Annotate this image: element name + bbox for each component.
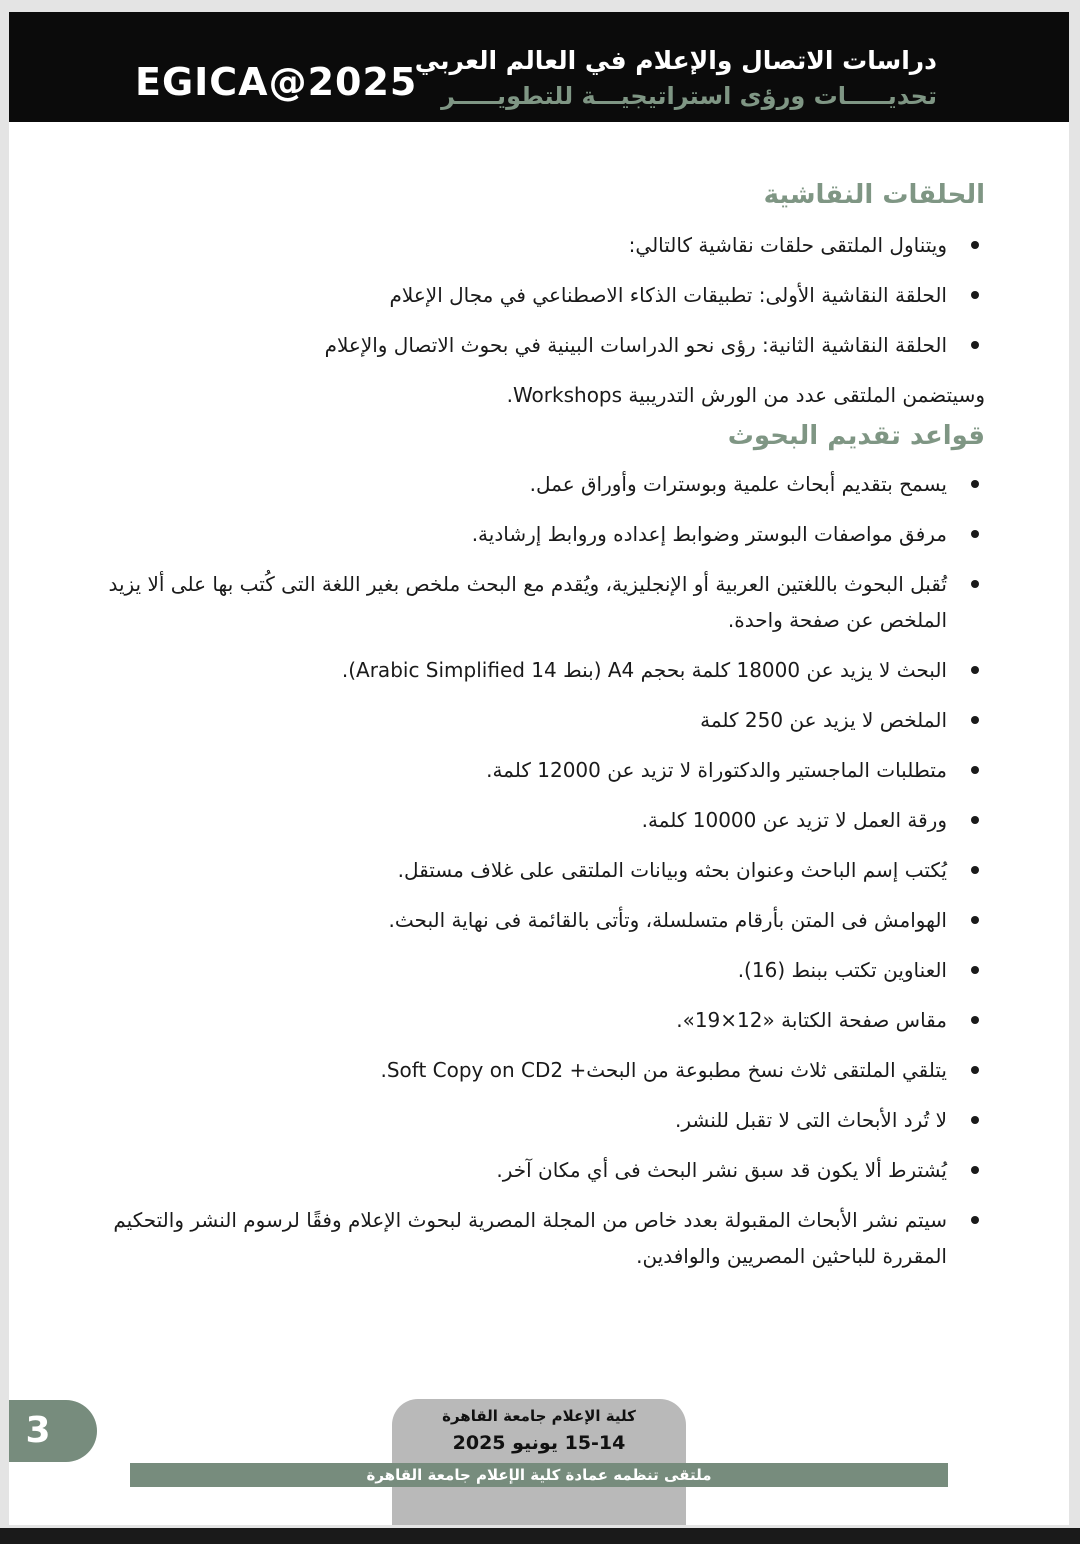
footer-bar: [130, 1463, 948, 1487]
panels-list: [95, 227, 985, 363]
bottom-edge: [0, 1528, 1080, 1544]
bullet-icon: [971, 916, 979, 924]
list-item-text: الهوامش فى المتن بأرقام متسلسلة، وتأتى بالقائمة فى نهاية البحث.: [388, 908, 947, 933]
list-item: [95, 1002, 985, 1038]
page-number: 3: [25, 1410, 51, 1451]
main-content: [95, 180, 985, 1288]
list-item-text: الحلقة النقاشية الثانية: رؤى نحو الدراسات البينية في بحوث الاتصال والإعلام: [324, 333, 947, 358]
list-item: [95, 852, 985, 888]
list-item: [95, 1102, 985, 1138]
list-item-text: سيتم نشر الأبحاث المقبولة بعدد خاص من المجلة المصرية لبحوث الإعلام وفقًا لرسوم النشر والتحكيم المقررة للباحثين المصريين والوافدين.: [113, 1208, 947, 1269]
bullet-icon: [971, 1216, 979, 1224]
list-item-text: مرفق مواصفات البوستر وضوابط إعداده وروابط إرشادية.: [471, 522, 947, 547]
list-item: [95, 566, 985, 638]
list-item: [95, 1052, 985, 1088]
list-item: [95, 702, 985, 738]
list-item-text: ويتناول الملتقى حلقات نقاشية كالتالي:: [628, 233, 947, 258]
list-item-text: الملخص لا يزيد عن 250 كلمة: [700, 708, 947, 733]
list-item: [95, 902, 985, 938]
bullet-icon: [971, 816, 979, 824]
bullet-icon: [971, 716, 979, 724]
bullet-icon: [971, 580, 979, 588]
list-item-text: يُكتب إسم الباحث وعنوان بحثه وبيانات الملتقى على غلاف مستقل.: [397, 858, 947, 883]
bullet-icon: [971, 1016, 979, 1024]
list-item-text: تُقبل البحوث باللغتين العربية أو الإنجليزية، ويُقدم مع البحث ملخص بغير اللغة التى كُتب بها على ألا يزيد الملخص عن صفحة واحدة.: [108, 572, 947, 633]
list-item: [95, 516, 985, 552]
bullet-icon: [971, 341, 979, 349]
list-item-text: متطلبات الماجستير والدكتوراة لا تزيد عن 12000 كلمة.: [486, 758, 947, 783]
workshops-note: وسيتضمن الملتقى عدد من الورش التدريبية Workshops.: [506, 383, 985, 408]
list-item: [95, 952, 985, 988]
bullet-icon: [971, 1066, 979, 1074]
list-item-text: يُشترط ألا يكون قد سبق نشر البحث فى أي مكان آخر.: [496, 1158, 947, 1183]
rules-list: [95, 466, 985, 1274]
list-item-text: مقاس صفحة الكتابة «12×19».: [676, 1008, 947, 1033]
list-item: [95, 466, 985, 502]
list-item: [95, 752, 985, 788]
bullet-icon: [971, 1116, 979, 1124]
document-page: [9, 12, 1069, 1525]
footer-info-tab: [392, 1399, 686, 1525]
list-item-text: يسمح بتقديم أبحاث علمية وبوسترات وأوراق عمل.: [529, 472, 947, 497]
list-item: [95, 652, 985, 688]
list-item: [95, 277, 985, 313]
bullet-icon: [971, 480, 979, 488]
bullet-icon: [971, 766, 979, 774]
list-item-text: العناوين تكتب ببنط (16).: [737, 958, 947, 983]
list-item: [95, 327, 985, 363]
list-item: [95, 227, 985, 263]
footer-faculty: كلية الإعلام جامعة القاهرة: [442, 1407, 636, 1425]
bullet-icon: [971, 241, 979, 249]
list-item-text: الحلقة النقاشية الأولى: تطبيقات الذكاء الاصطناعي في مجال الإعلام: [389, 283, 947, 308]
list-item-text: ورقة العمل لا تزيد عن 10000 كلمة.: [641, 808, 947, 833]
bullet-icon: [971, 666, 979, 674]
list-item: [95, 1202, 985, 1274]
section-heading-rules: قواعد تقديم البحوث: [727, 421, 985, 452]
bullet-icon: [971, 866, 979, 874]
section-heading-panels: الحلقات النقاشية: [763, 180, 985, 210]
logo-text: EGICA@2025: [135, 60, 418, 104]
header-banner: [9, 12, 1069, 122]
footer-organizer: ملتقى تنظمه عمادة كلية الإعلام جامعة القاهرة: [366, 1466, 712, 1484]
list-item-text: يتلقي الملتقى ثلاث نسخ مطبوعة من البحث+ Soft Copy on CD2.: [380, 1058, 947, 1083]
bullet-icon: [971, 1166, 979, 1174]
bullet-icon: [971, 530, 979, 538]
conference-title: دراسات الاتصال والإعلام في العالم العربي: [414, 46, 937, 75]
list-item: [95, 802, 985, 838]
list-item-text: لا تُرد الأبحاث التى لا تقبل للنشر.: [674, 1108, 947, 1133]
bullet-icon: [971, 966, 979, 974]
conference-subtitle: تحديـــــات ورؤى استراتيجيـــة للتطويـــــر: [441, 82, 937, 110]
list-item-text: البحث لا يزيد عن 18000 كلمة بحجم A4 (بنط 14 Arabic Simplified).: [341, 658, 947, 683]
footer-date: 15-14 يونيو 2025: [452, 1432, 626, 1454]
list-item: [95, 1152, 985, 1188]
conference-logo: [135, 60, 417, 104]
bullet-icon: [971, 291, 979, 299]
page-number-badge: [9, 1400, 97, 1462]
